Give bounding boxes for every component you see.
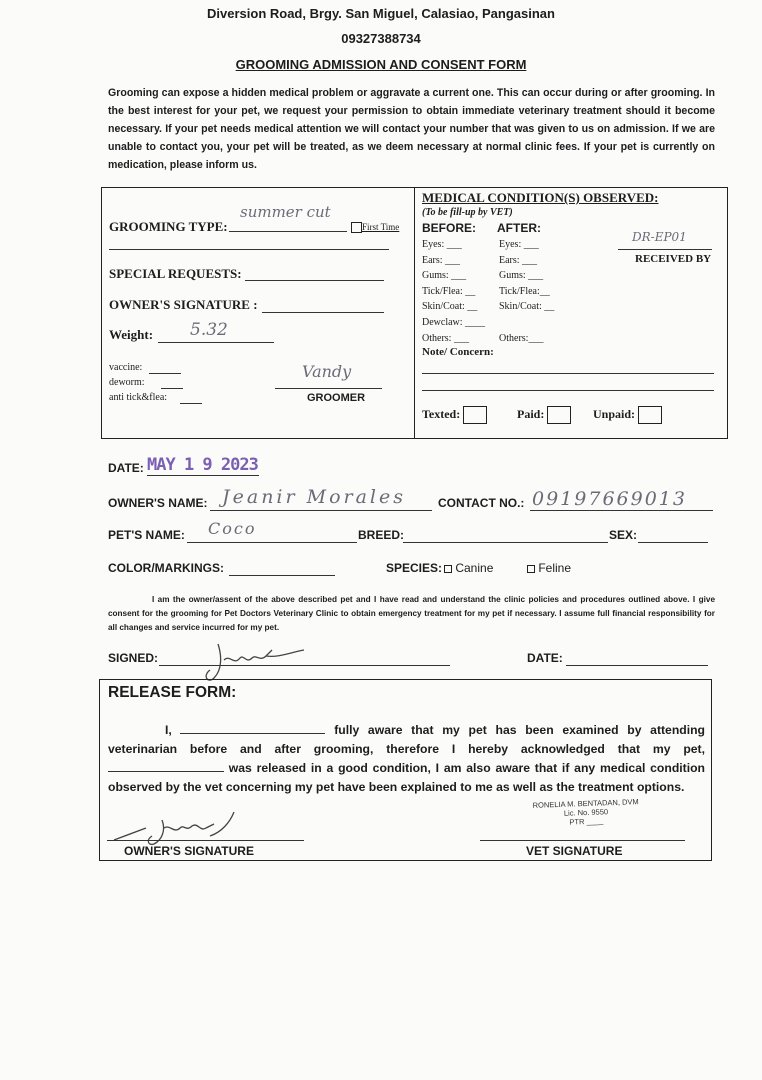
paid-checkbox[interactable] [517,406,571,424]
box-divider [414,187,415,439]
texted-checkbox[interactable] [422,406,487,424]
first-time-box[interactable] [351,222,362,233]
form-title: GROOMING ADMISSION AND CONSENT FORM [235,57,527,72]
unpaid-checkbox[interactable] [593,406,662,424]
after-others: Others:___ [499,332,544,344]
color-line[interactable] [229,574,335,576]
paid-label: Paid: [517,406,545,421]
color-label: COLOR/MARKINGS: [108,561,224,575]
grooming-type-value: summer cut [240,203,331,221]
vet-signature-line[interactable] [480,839,685,841]
pet-name-value: Coco [208,519,257,538]
groomer-value: Vandy [302,362,352,381]
before-eyes: Eyes: ___ [422,239,462,250]
after-items [499,237,554,346]
date-line [147,474,259,476]
texted-box[interactable] [463,406,487,424]
before-others: Others: ___ [422,332,469,344]
vaccine-line[interactable] [149,372,181,374]
vet-license: Lic. No. 9550 [563,807,609,818]
grooming-type-line-2 [109,248,389,250]
vet-stamp: RONELIA M. BENTADAN, DVM Lic. No. 9550 PTR ____ [531,797,642,828]
paid-box[interactable] [547,406,571,424]
canine-label: Canine [455,561,494,575]
clinic-phone: 09327388734 [341,31,421,46]
owner-name-value: Jeanir Morales [222,486,406,508]
groomer-line [275,387,382,389]
release-owner-signature-scribble [110,806,250,848]
received-by-value: DR-EP01 [632,230,687,244]
unpaid-box[interactable] [638,406,662,424]
after-gums: Gums: ___ [499,270,544,282]
antitick-label: anti tick&flea: [109,392,168,403]
after-label: AFTER: [497,221,541,235]
grooming-type-label: GROOMING TYPE: [109,219,228,234]
received-by-label: RECEIVED BY [635,253,712,265]
before-label: BEFORE: [422,221,476,235]
vet-name: RONELIA M. BENTADAN, DVM [532,797,639,810]
contact-value: 09197669013 [532,488,687,510]
owner-name-label: OWNER'S NAME: [108,496,208,510]
clinic-address: Diversion Road, Brgy. San Miguel, Calasiao, Pangasinan [207,6,555,21]
dewclaw: Dewclaw: ____ [422,316,486,328]
groomer-label: GROOMER [307,392,366,404]
feline-box[interactable] [527,565,535,573]
first-time-label: First Time [362,222,400,232]
before-gums: Gums: ___ [422,270,467,282]
before-items [422,237,485,346]
before-ears: Ears: ___ [422,254,461,266]
feline-option[interactable] [527,561,571,575]
breed-label: BREED: [358,528,405,542]
consent-date-label: DATE: [527,651,563,665]
date-label: DATE: [108,461,144,475]
after-tick: Tick/Flea:__ [499,285,550,297]
release-owner-signature-label: OWNER'S SIGNATURE [124,844,254,858]
intro-paragraph: Grooming can expose a hidden medical problem or aggravate a current one. This can occur during or after grooming. In the best interest for your pet, we request your permission to obtain immediate veterinary treatment should it become necessary. If your pet needs medical attention we will contact your number that was given to us on admission. If we are unable to contact you, your pet will be treated, as we deem necessary at normal clinic fees. If your pet is currently on medication, please inform us. [108,87,715,171]
canine-box[interactable] [444,565,452,573]
release-pet-name-line[interactable] [108,761,224,772]
vaccine-label: vaccine: [109,362,143,373]
texted-label: Texted: [422,406,461,421]
after-ears: Ears: ___ [499,254,538,266]
deworm-line[interactable] [161,387,183,389]
received-by-line [618,248,712,250]
owner-name-line [210,509,432,511]
release-i-label: I, [165,723,172,737]
consent-date-line[interactable] [566,664,708,666]
release-text-2: was released in a good condition, I am also aware that if any medical condition observed by the vet concerning my pet have been explained to me as well as the treatment options. [108,761,705,794]
release-title: RELEASE FORM: [108,684,237,701]
grooming-type-line [229,230,347,232]
after-skin: Skin/Coat: __ [499,301,555,313]
special-requests-line[interactable] [245,279,384,281]
release-text [108,721,705,797]
sex-label: SEX: [609,528,638,542]
release-owner-signature-line[interactable] [107,839,304,841]
feline-label: Feline [538,561,572,575]
consent-text: I am the owner/assent of the above described pet and I have read and understand the clinic policies and procedures outlined above. I give consent for the grooming for Pet Doctors Veterinary Clinic to obtain emergency treatment for my pet if necessary. I assume full financial responsibility for all changes and service incurred for my pet. [108,595,715,632]
sex-line[interactable] [638,541,708,543]
medical-title: MEDICAL CONDITION(S) OBSERVED: [422,190,659,205]
before-tick: Tick/Flea: __ [422,285,476,297]
deworm-label: deworm: [109,377,145,388]
unpaid-label: Unpaid: [593,406,636,421]
note-line-2[interactable] [422,389,714,391]
species-label: SPECIES: [386,561,443,575]
special-requests-label: SPECIAL REQUESTS: [109,266,242,281]
signed-label: SIGNED: [108,651,159,665]
note-label: Note/ Concern: [422,346,494,358]
owner-signature-label: OWNER'S SIGNATURE : [109,297,258,312]
first-time-checkbox[interactable] [351,222,399,233]
pet-name-line [187,541,357,543]
release-text-1: fully aware that my pet has been examined by attending veterinarian before and after grooming, therefore I hereby acknowledged that my pet, [108,723,706,756]
owner-signature-line[interactable] [262,311,384,313]
vet-ptr: PTR [569,817,585,827]
weight-value: 5.32 [190,320,228,340]
breed-line[interactable] [403,541,608,543]
weight-label: Weight: [109,327,154,342]
weight-line [158,341,274,343]
medical-subtitle: (To be fill-up by VET) [422,207,513,218]
antitick-line[interactable] [180,402,202,404]
note-line-1[interactable] [422,372,714,374]
canine-option[interactable] [444,561,493,575]
date-stamp: MAY 1 9 2023 [147,455,258,475]
after-eyes: Eyes: ___ [499,239,539,250]
contact-label: CONTACT NO.: [438,496,525,510]
before-skin: Skin/Coat: __ [422,301,478,313]
vet-signature-label: VET SIGNATURE [526,844,623,858]
pet-name-label: PET'S NAME: [108,528,185,542]
release-owner-name-line[interactable] [180,723,325,734]
